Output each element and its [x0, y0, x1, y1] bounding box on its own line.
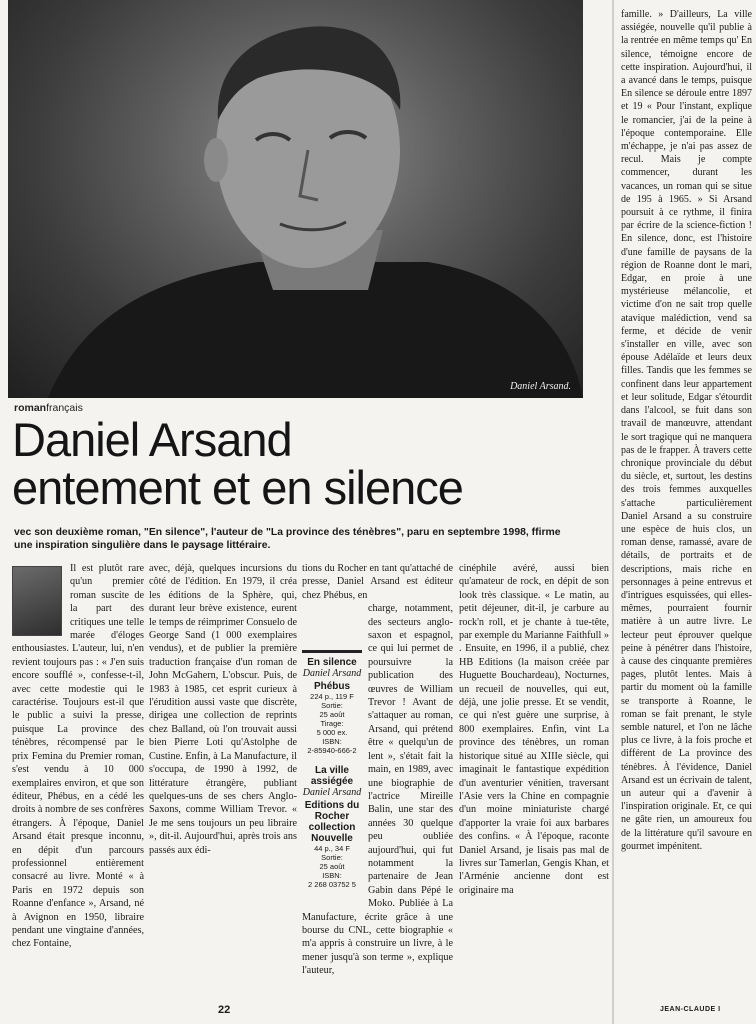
page-gutter	[612, 0, 614, 1024]
book-detail: Sortie:	[321, 701, 343, 711]
article-lede: vec son deuxième roman, "En silence", l'auteur de "La province des ténèbres", paru en septembre 1998, ffirme une inspiration singulière dans le paysage littéraire.	[14, 527, 561, 551]
book-detail: 44 p., 34 F	[314, 844, 350, 854]
article-column-3	[302, 562, 453, 1002]
column-3-text-bottom: charge, notamment, des secteurs anglo-saxon et espagnol, ce qui lui permet de poursuivre la publication des œuvres de William Trevor ! Avant de s'attaquer au roman, Arsand, qui prétend être « quelqu'un de lent », s'était fait la main, en 1989, avec une biographie de l'actrice Mireille Balin, une star des années 30 quelque peu oubliée aujourd'hui, qui fut notamment la partenaire de Jean Gabin dans Pépé le Moko. Publiée à La Manufacture, écrite grâce à une bourse du CNL, cette biographie « m'a appris à construire un livre, à le mener jusqu'à son terme », explique l'auteur,	[302, 603, 453, 977]
author-signature: JEAN-CLAUDE I	[660, 1006, 721, 1013]
book-author: Daniel Arsand	[302, 787, 362, 799]
book-info-la-ville-assiegee	[302, 765, 362, 889]
book-title: En silence	[307, 657, 357, 669]
rubric-rest: français	[46, 402, 83, 414]
book-detail: 25 août	[319, 862, 345, 872]
headline-line-2: entement et en silence	[12, 461, 463, 514]
book-publisher: Phébus	[313, 681, 351, 693]
column-5-text: famille. » D'ailleurs, La ville assiégée, nouvelle qu'il publie à la rentrée en même temps qu' En silence, témoigne encore de cette inspiration. Aujourd'hui, il a avancé dans le temps, puisque En silence se déroule entre 1897 et 19 « Pour l'instant, explique le romancier, j'ai de la peine à l'époque contemporaine. Elle m'échappe, je n'ai pas assez de recul. Mais je compte commencer, durant les vacances, un roman qui se situe de 195 à 1965. » Si Arsand poursuit à ce rythme, il finira par écrire de la science-fiction ! En silence, donc, est l'histoire d'une famille de paysans de la région de Roanne dont le mari, Edgar, en proie à une mystérieuse mélancolie, et victime d'on ne sait trop quelle atavique malédiction, vend sa ferme, et décide de venir s'installer en ville, avec son épouse Adélaïde et leurs deux filles. Tandis que les femmes se confinent dans leur appartement et leur solitude, Edgar s'étourdit dans l'alcool, se fuit dans son travail de manœuvre, attendant le sort tragique qui ne manquera pas de le frapper. À travers cette chronique provinciale du début du siècle, et, surtout, les destins des trois femmes auxquelles s'attache particulièrement Daniel Arsand a su construire une espèce de huis clos, un roman dense, ramassé, avare de détails, de portraits et de descriptions, mais riche en personnages à peine entrevus et d'intrigues esquissées, qui elles-mêmes, pourraient fournir matière à un autre livre. Le lecteur peut éprouver quelque peine à pénétrer dans l'histoire, à cause des cinquante premières pages, plutôt lentes. Mais à partir du moment où la famille se transporte à Roanne, le roman se fait prenant, le style semble naturel, et l'on ne lâche plus ce livre, à la fois proche et différent de La province des ténèbres. À l'évidence, Daniel Arsand est un écrivain de talent, un auteur qui a d'avenir à l'inspiration originale. Et, ce qui ne gâte rien, un amoureux fou de la littérature qu'il savoure en gourmet impénitent.	[621, 9, 752, 852]
article-column-5	[621, 8, 752, 1008]
book-detail: ISBN:	[322, 871, 342, 881]
book-detail: 224 p., 119 F	[310, 692, 354, 702]
book-title: La ville assiégée	[310, 765, 354, 788]
book-publisher: Editions du Rocher collection Nouvelle	[304, 800, 360, 845]
photo-caption: Daniel Arsand.	[510, 381, 571, 392]
author-photo	[8, 0, 583, 398]
column-1-text: Il est plutôt rare qu'un premier roman suscite de la part des critiques une telle marée d'éloges enthousiastes. L'auteur, lui, n'en revient toujours pas : « J'en suis encore soufflé », confesse-t-il, avec cette modestie qui le caractérise. Toujours est-il que le public a suivi la presse, puisque La province des ténèbres, récompensé par le prix Femina du Premier roman, s'est vendu à 10 000 exemplaires environ, et que son éditeur, Phébus, en a cédé les droits à nombre de ses confrères étrangers. À l'époque, Daniel Arsand était presque inconnu, en dépit d'un parcours professionnel entièrement consacré au livre. Monté « à Paris en 1972 depuis son Roanne d'enfance », Arsand, né à Avignon en 1950, libraire pendant une vingtaine d'années, chez Fontaine,	[12, 563, 144, 950]
article-column-2	[149, 562, 297, 1002]
book-detail: 5 000 ex.	[316, 728, 348, 738]
rubric-bold: roman	[14, 402, 47, 414]
column-2-text: avec, déjà, quelques incursions du côté de l'édition. En 1979, il créa les éditions de la Sphère, qui, durant leur brève existence, eurent le temps de réimprimer Consuelo de George Sand (1 000 exemplaires vendus), et de publier la première traduction française d'un roman de John McGahern, L'obscur. Puis, de 1983 à 1985, cet esprit curieux à l'érudition aussi vaste que discrète, dirigea une collection de reprints chez Balland, où l'on trouvait aussi bien Pierre Loti qu'Astolphe de Custine. Enfin, à La Manufacture, il s'occupa, de 1990 à 1992, de littérature étrangère, publiant quelques-uns de ses chers Anglo-Saxons, comme William Trevor. « Je me sens toujours un peu libraire », dit-il. Aujourd'hui, après trois ans passés aux édi-	[149, 563, 297, 856]
sidebar-rule	[302, 650, 362, 653]
book-info-sidebar	[302, 650, 362, 899]
article-column-4	[459, 562, 609, 1002]
column-3-text-top: tions du Rocher en tant qu'attaché de presse, Daniel Arsand est éditeur chez Phébus, en	[302, 563, 453, 601]
book-detail: 25 août	[319, 710, 345, 720]
book-info-en-silence	[302, 657, 362, 755]
book-author: Daniel Arsand	[302, 668, 362, 680]
book-detail: 2-85940-666-2	[307, 746, 357, 756]
book-detail: Tirage:	[320, 719, 344, 729]
headline-line-1: Daniel Arsand	[12, 413, 292, 466]
portrait-illustration	[8, 0, 583, 398]
book-detail: ISBN:	[322, 737, 342, 747]
page-number: 22	[218, 1004, 231, 1016]
book-detail: Sortie:	[321, 853, 343, 863]
book-cover-thumbnail	[12, 566, 62, 636]
book-detail: 2 268 03752 5	[308, 880, 356, 890]
column-4-text: cinéphile avéré, aussi bien qu'amateur de rock, en dépit de son look très classique. « Le matin, au petit déjeuner, dit-il, je carbure au rock'n roll, et je chante à tue-tête, par exemple du Marianne Faithfull » . Ensuite, en 1996, il a publié, chez HB Editions (la maison créée par Huguette Bouchardeau), Nocturnes, un recueil de nouvelles, qui eut, déjà, une jolie presse. Et se vendit, ce qui n'est guère une surprise, à 800 exemplaires. Enfin, vint La province des ténèbres, un roman historique situé au XIIIe siècle, qui imaginait le fantastique expédition d'un aventurier vénitien, traversant l'Asie vers la Chine en compagnie d'un moine miniaturiste chargé d'apporter la vraie foi aux barbares des confins. « À l'époque, raconte Daniel Arsand, je lisais pas mal de livres sur Tamerlan, Gengis Khan, et l'Arménie ancienne dont est originaire ma	[459, 563, 609, 896]
article-column-1	[12, 562, 144, 994]
